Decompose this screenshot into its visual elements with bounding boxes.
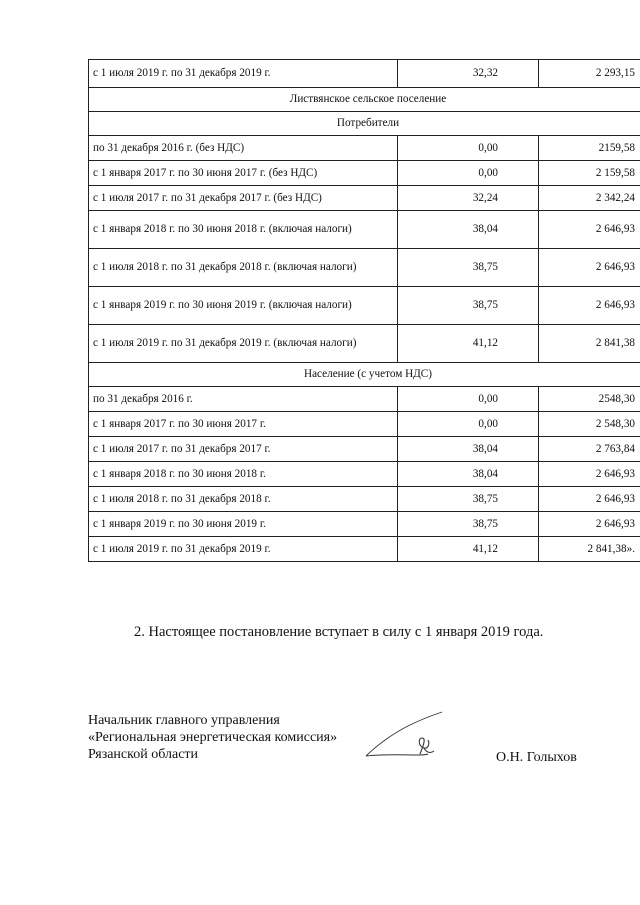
period-cell: с 1 января 2019 г. по 30 июня 2019 г. (включая налоги)	[89, 287, 398, 325]
value-cell: 0,00	[398, 412, 539, 437]
table-row	[89, 387, 640, 412]
period-cell: по 31 декабря 2016 г. (без НДС)	[89, 136, 398, 161]
period-cell: по 31 декабря 2016 г.	[89, 387, 398, 412]
table-row	[89, 462, 640, 487]
period-cell: с 1 июля 2018 г. по 31 декабря 2018 г. (включая налоги)	[89, 249, 398, 287]
value-cell: 38,04	[398, 437, 539, 462]
period-cell: с 1 января 2018 г. по 30 июня 2018 г. (включая налоги)	[89, 211, 398, 249]
tariff-table	[88, 59, 640, 562]
value-cell: 0,00	[398, 387, 539, 412]
value-cell: 32,32	[398, 60, 539, 88]
value-cell: 2 646,93	[539, 249, 640, 287]
value-cell: 2 841,38	[539, 325, 640, 363]
period-cell: с 1 января 2017 г. по 30 июня 2017 г. (без НДС)	[89, 161, 398, 186]
table-row	[89, 249, 640, 287]
table-row	[89, 487, 640, 512]
value-cell: 0,00	[398, 136, 539, 161]
signatory-position	[88, 712, 337, 763]
position-line: Рязанской области	[88, 747, 199, 762]
value-cell: 2548,30	[539, 387, 640, 412]
period-cell: с 1 января 2017 г. по 30 июня 2017 г.	[89, 412, 398, 437]
value-cell: 2 646,93	[539, 487, 640, 512]
settlement-heading: Листвянское сельское поселение	[89, 88, 640, 112]
value-cell: 2 548,30	[539, 412, 640, 437]
value-cell: 2 841,38».	[539, 537, 640, 562]
value-cell: 38,75	[398, 287, 539, 325]
signer-name: О.Н. Голыхов	[496, 750, 577, 765]
period-cell: с 1 января 2019 г. по 30 июня 2019 г.	[89, 512, 398, 537]
table-row	[89, 287, 640, 325]
table-row	[89, 437, 640, 462]
value-cell: 38,75	[398, 249, 539, 287]
table-row	[89, 136, 640, 161]
period-cell: с 1 июля 2019 г. по 31 декабря 2019 г. (включая налоги)	[89, 325, 398, 363]
value-cell: 2 646,93	[539, 287, 640, 325]
clause-text: 2. Настоящее постановление вступает в силу с 1 января 2019 года.	[134, 624, 544, 640]
table-row	[89, 412, 640, 437]
position-line: «Региональная энергетическая комиссия»	[88, 730, 338, 745]
value-cell: 2 293,15	[539, 60, 640, 88]
consumers-heading: Потребители	[89, 112, 640, 136]
position-line: Начальник главного управления	[88, 713, 280, 728]
table-row	[89, 325, 640, 363]
table-row	[89, 211, 640, 249]
section-row	[89, 88, 640, 112]
section-row	[89, 112, 640, 136]
table-row	[89, 60, 640, 88]
table-row	[89, 161, 640, 186]
value-cell: 38,04	[398, 462, 539, 487]
period-cell: с 1 июля 2018 г. по 31 декабря 2018 г.	[89, 487, 398, 512]
period-cell: с 1 июля 2019 г. по 31 декабря 2019 г.	[89, 60, 398, 88]
table-row	[89, 512, 640, 537]
value-cell: 2 342,24	[539, 186, 640, 211]
value-cell: 38,75	[398, 512, 539, 537]
value-cell: 2 646,93	[539, 512, 640, 537]
handwritten-signature	[362, 708, 472, 768]
value-cell: 38,04	[398, 211, 539, 249]
value-cell: 2 159,58	[539, 161, 640, 186]
value-cell: 2 646,93	[539, 462, 640, 487]
value-cell: 41,12	[398, 537, 539, 562]
value-cell: 2159,58	[539, 136, 640, 161]
period-cell: с 1 июля 2019 г. по 31 декабря 2019 г.	[89, 537, 398, 562]
period-cell: с 1 июля 2017 г. по 31 декабря 2017 г.	[89, 437, 398, 462]
value-cell: 32,24	[398, 186, 539, 211]
value-cell: 2 763,84	[539, 437, 640, 462]
period-cell: с 1 июля 2017 г. по 31 декабря 2017 г. (без НДС)	[89, 186, 398, 211]
section-row	[89, 363, 640, 387]
table-row	[89, 186, 640, 211]
table-row	[89, 537, 640, 562]
period-cell: с 1 января 2018 г. по 30 июня 2018 г.	[89, 462, 398, 487]
value-cell: 2 646,93	[539, 211, 640, 249]
value-cell: 41,12	[398, 325, 539, 363]
value-cell: 0,00	[398, 161, 539, 186]
value-cell: 38,75	[398, 487, 539, 512]
population-heading: Население (с учетом НДС)	[89, 363, 640, 387]
